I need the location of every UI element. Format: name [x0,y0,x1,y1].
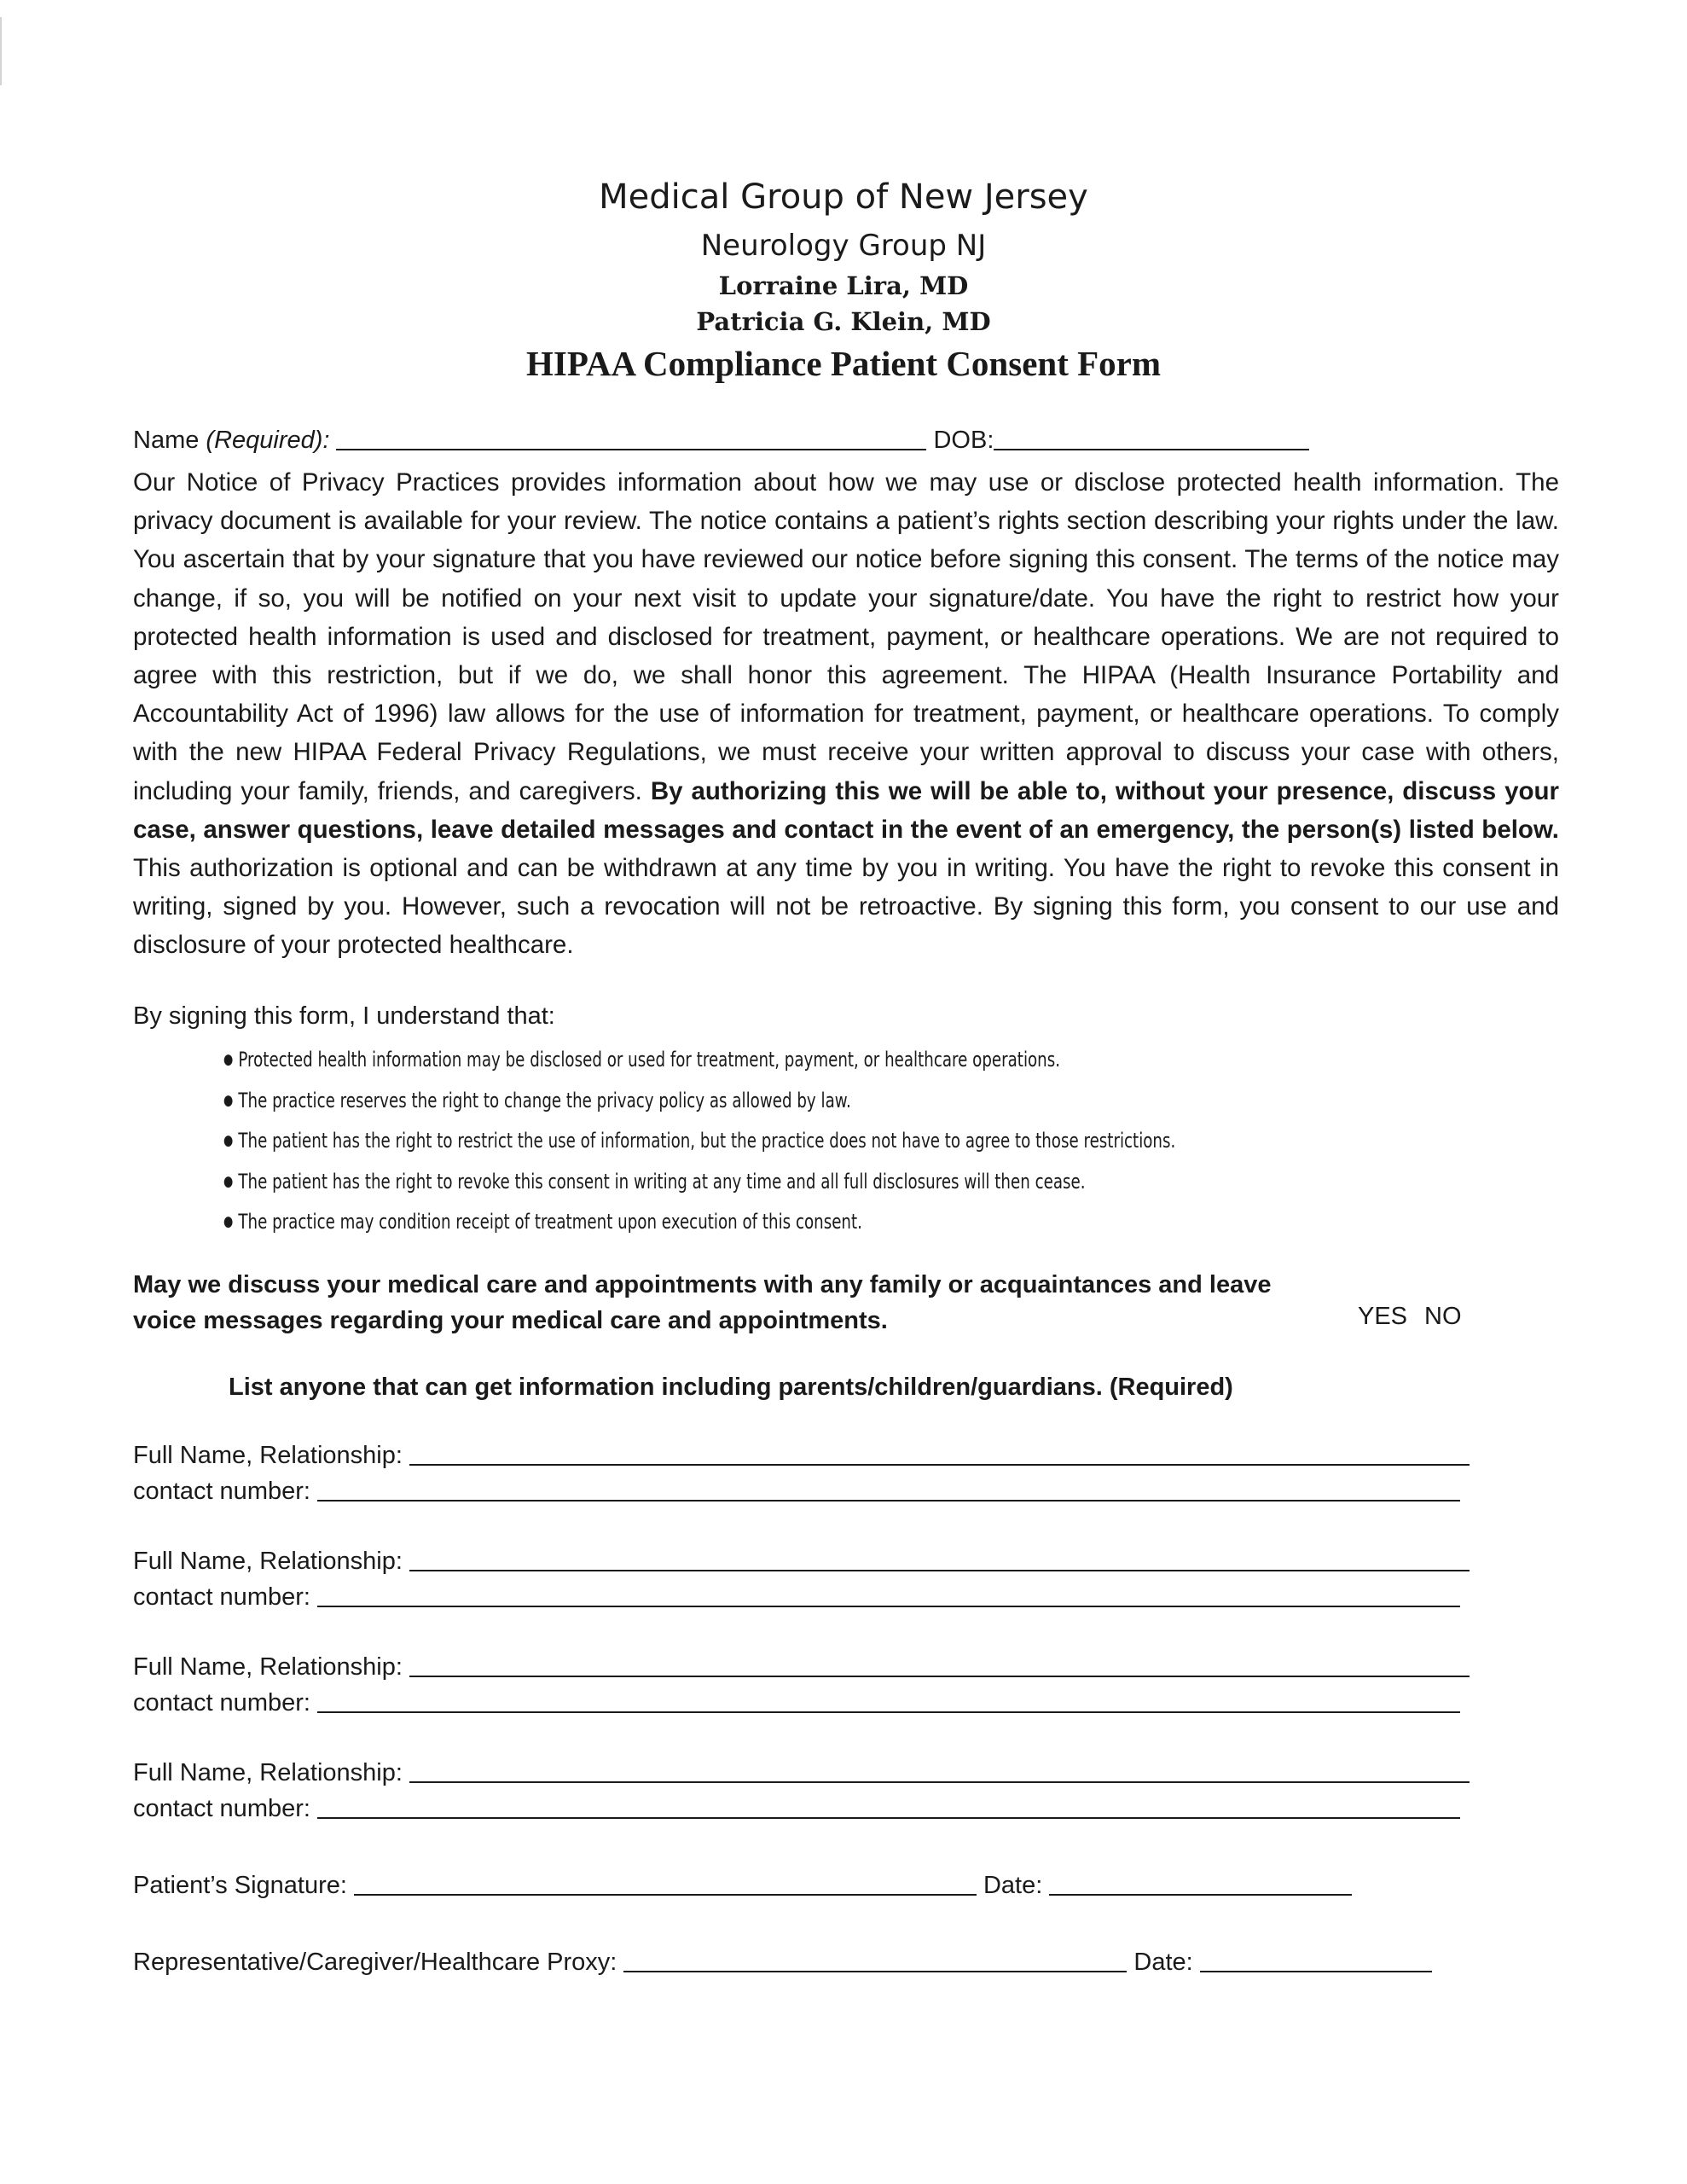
contact-name-field[interactable] [409,1569,1470,1571]
notice-text-bold: By authorizing this we will be able to, without your presence, discuss your case, answer questions, leave detailed messages and contact in the event of an emergency, the person(s) listed below. [133,776,1559,844]
understanding-list [223,1041,1175,1244]
contacts-heading: List anyone that can get information including parents/children/guardians. (Required) [229,1374,1233,1401]
contact-name-row [133,1548,1470,1576]
contact-number-field[interactable] [317,1711,1460,1713]
list-item: ● Protected health information may be disclosed or used for treatment, payment, or healthcare operations. [223,1041,1175,1082]
contact-number-row [133,1795,1460,1823]
contact-number-label: contact number: [133,1689,310,1716]
contact-number-field[interactable] [317,1499,1460,1502]
contact-number-row [133,1583,1460,1612]
patient-date-label: Date: [983,1872,1043,1899]
representative-date-field[interactable] [1200,1970,1432,1972]
list-item: ● The practice may condition receipt of treatment upon execution of this consent. [223,1203,1175,1244]
dob-label: DOB: [933,427,994,454]
contact-name-field[interactable] [409,1675,1470,1677]
name-label: Name [133,427,206,454]
contact-name-row [133,1759,1470,1787]
patient-signature-row [133,1872,1352,1900]
form-title: HIPAA Compliance Patient Consent Form [525,344,1161,383]
doctor-name-1: Lorraine Lira, MD [718,271,969,300]
representative-date-label: Date: [1133,1949,1193,1976]
contact-name-label: Full Name, Relationship: [133,1653,403,1681]
contact-name-row [133,1653,1470,1682]
contact-name-label: Full Name, Relationship: [133,1548,403,1575]
name-required-label: (Required): [206,427,330,454]
contact-number-label: contact number: [133,1583,310,1611]
patient-date-field[interactable] [1049,1893,1352,1896]
organization-name: Medical Group of New Jersey [599,177,1088,217]
patient-signature-field[interactable] [354,1893,977,1896]
patient-signature-label: Patient’s Signature: [133,1872,347,1899]
yes-option[interactable]: YES [1358,1303,1408,1330]
patient-name-row [133,427,1309,455]
name-field[interactable] [336,448,926,450]
notice-text-part-1: Our Notice of Privacy Practices provides information about how we may use or disclose protected health information. The privacy document is available for your review. The notice contains a patient’s rights section describing your rights under the law. You ascertain that by your signature that you have reviewed our notice before signing this consent. The terms of the notice may change, if so, you will be notified on your next visit to update your signature/date. You have the right to restrict how your protected health information is used and disclosed for treatment, payment, or healthcare operations. We are not required to agree with this restriction, but if we do, we shall honor this agreement. The HIPAA (Health Insurance Portability and Accountability Act of 1996) law allows for the use of information for treatment, payment, or healthcare operations. To comply with the new HIPAA Federal Privacy Regulations, we must receive your written approval to discuss your case with others, including your family, friends, and caregivers. [133,468,1559,805]
no-option[interactable]: NO [1424,1303,1462,1330]
notice-text-part-3: This authorization is optional and can be withdrawn at any time by you in writing. You have the right to revoke this consent in writing, signed by you. However, such a revocation will not be retroactive. By signing this form, you consent to our use and disclosure of your protected healthcare. [133,854,1559,960]
dob-field[interactable] [994,448,1309,450]
contact-number-label: contact number: [133,1795,310,1822]
list-item: ● The patient has the right to restrict the use of information, but the practice does not have to agree to those restrictions. [223,1122,1175,1163]
contact-name-label: Full Name, Relationship: [133,1759,403,1786]
list-item: ● The practice reserves the right to change the privacy policy as allowed by law. [223,1082,1175,1123]
doctor-name-2: Patricia G. Klein, MD [696,307,991,336]
representative-signature-row [133,1949,1432,1977]
contact-name-row [133,1442,1470,1470]
scan-edge-mark [0,17,2,85]
contact-name-field[interactable] [409,1780,1470,1783]
contact-number-row [133,1478,1460,1506]
contact-number-label: contact number: [133,1478,310,1505]
subgroup-name: Neurology Group NJ [700,229,987,263]
contact-name-label: Full Name, Relationship: [133,1442,403,1469]
discussion-question-line-1: May we discuss your medical care and appointments with any family or acquaintances and leave [133,1271,1272,1298]
contact-number-field[interactable] [317,1605,1460,1607]
representative-signature-field[interactable] [623,1970,1127,1972]
list-item: ● The patient has the right to revoke this consent in writing at any time and all full disclosures will then cease. [223,1163,1175,1204]
discussion-question-line-2: voice messages regarding your medical care and appointments. [133,1307,888,1334]
understanding-intro: By signing this form, I understand that: [133,1002,555,1030]
discussion-question [133,1267,1271,1339]
contact-number-row [133,1689,1460,1717]
contact-number-field[interactable] [317,1816,1460,1819]
privacy-notice-paragraph [133,463,1559,965]
representative-label: Representative/Caregiver/Healthcare Proxy: [133,1949,617,1976]
contact-name-field[interactable] [409,1463,1470,1466]
